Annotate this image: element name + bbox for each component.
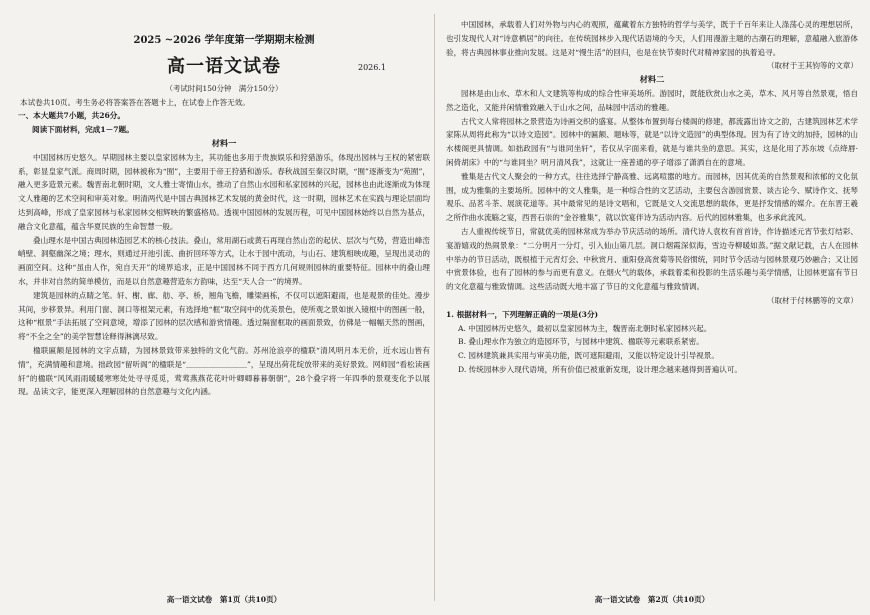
exam-date: 2026.1: [358, 62, 386, 72]
option-a: A. 中国园林历史悠久，最初以皇家园林为主，魏晋南北朝时私家园林兴起。: [458, 323, 712, 333]
paragraph: 中国园林历史悠久。早期园林主要以皇家园林为主，其功能也多用于贵族娱乐和狩猎游乐，体现出园林与王权的紧密联系，彰显皇家气派。商周时期，园林被称为“囿”，主要用于帝王狩猎和游乐。春秋战国至秦汉时期，“囿”逐渐变为“苑囿”，融入更多造景元素。魏晋南北朝时期，文人雅士寄情山水，推动了自然山水园和私家园林的兴起，园林也由此逐渐成为体现文人雅趣的艺术空间和审美对象。明清两代是中国古典园林艺术发展的黄金时代，这一时期，园林艺术在实践与理论层面均达到高峰，形成了皇家园林与私家园林交相辉映的繁盛格局。透视中国园林的发展历程，可见中国园林始终以自然为基点，融合文化意蕴，蕴含华夏民族的生命智慧一般。: [18, 152, 430, 231]
paragraph: 中国园林，承载着人们对外物与内心的观照，蕴藏着东方独特的哲学与美学，既于千百年来让人涤荡心灵的理想居所，也引发现代人对“诗意栖居”的向往。在传统园林步入现代话语境的今天，人们用漫游主题的古潮石的理解，意蕴融入旅游体验，将古典园林事业推向发展。这是对“慢生活”的回归，也是在快节奏时代对精神家园的执着追寻。: [446, 20, 858, 57]
option-d: D. 传统园林步入现代语境，所有价值已被重新发现，设计理念越来越得到普遍认可。: [458, 364, 743, 374]
paragraph: 雅集是古代文人聚会的一种方式，往往选择宁静高雅、远离喧嚣的地方。而园林，因其优美的自然景观和浓郁的文化氛围，成为雅集的主要场所。园林中的文人雅集，是一种综合性的文艺活动，主要包含游园赏景、谈古论今、赋诗作文、抚琴观乐、品茗斗茶、展演花道等。其中最常见的是诗文唱和，它既是文人交流思想的载体，更是抒发情感的媒介。在东晋王羲之所作曲水流觞之宴，西晋石崇的“金谷雅集”，就以饮宴伴诗为活动内容。后代的园林雅集，也多承此流风。: [446, 171, 858, 223]
paragraph: 古代文人常将园林之景营造为诗画交织的盛宴。从整体布置到每台楼阁的修建，都流露出诗文之韵，古建筑园林艺术学家陈从周将此称为“以诗文造园”。园林中的匾额、题咏等，就是“以诗文造园”的典型体现。因为有了诗文的加持，园林的山水楼阁更具情调。如拙政园有“与谁同坐轩”，若仅从字面来看，就是与谁共坐的意思。其实，这是化用了苏东坡《点绛唇·闲倚胡床》中的“与谁同坐？明月清风我”，这就让一座普通的亭子增添了潇洒自在的意境。: [446, 116, 858, 167]
page-2-footer: 高一语文试卷 第2页（共10页）: [594, 595, 710, 605]
section-heading: 一、本大题共7小题，共26分。: [18, 111, 125, 121]
material-2-title: 材料二: [639, 74, 665, 85]
title-row: [18, 52, 430, 82]
source-note-1: （取材于王其钧等的文章）: [766, 61, 858, 71]
column-divider: [434, 14, 435, 601]
page-2: [446, 0, 858, 615]
paragraph: 楹联匾额是园林的文字点睛，为园林景致带来独特的文化气韵。苏州沧浪亭的楹联“清风明月本无价，近水远山皆有情”，充满情趣和意境。拙政园“留听阁”的楹联是“＿＿＿＿＿＿＿＿”，呈现出荷花绽放带来的美好景致。网师园“看松读画轩”的楹联“风风雨雨暖暖寒寒处处寻寻觅觅，莺莺燕燕花花叶叶卿卿暮暮朝朝”，28个叠字将一年四季的景观变化予以展现。品读文字，能更深入理解园林的自然意趣与文化内涵。: [18, 345, 430, 397]
paragraph: 古人重视传统节日，常就优美的园林常成为举办节庆活动的场所。清代诗人袁枚有首首诗，作诗描述元宵节张灯结彩、宴游嬉戏的热闹景象：“二分明月一分灯，引入仙山第几层。洞口烟霞深似海，雪边寺柳暖如蒸。”据文献记载，古人在园林中举办的节日活动，既根植于元宵灯会、中秋赏月、重阳登高赏菊等民俗惯统，同时节令活动与园林景观巧妙融合；又让园中赏景体验，也有了园林的参与而更有意义。在烟火气的载体，承载着柔和投影的生活乐趣与美学情感，让园林更富有节日的文化意蕴与雅致情调。这些活动既大地丰富了节日的文化意蕴与雅致情调。: [446, 226, 858, 292]
paragraph: 叠山理水是中国古典园林造园艺术的核心技法。叠山，常用湖石或黄石再现自然山峦的起伏、层次与气势，营造出峰峦峭壁、洞壑幽深之境；理水，则通过开池引流、曲折回环等方式，让水于园中流动，与山石、建筑相映成趣，呈现出灵动的画面空间。这种“虽由人作，宛自天开”的境界追求，正是中国园林不同于西方几何规则园林的重要特征。园林中的叠山理水，并非对自然的简单模仿，而是以自然意趣营造东方韵味，达至“天人合一”的境界。: [18, 235, 430, 286]
exam-title: 高一语文试卷: [167, 55, 281, 77]
source-note-2: （取材于付林鹏等的文章）: [766, 295, 858, 305]
exam-header: 2025 ~2026 学年度第一学期期末检测: [133, 35, 315, 46]
option-c: C. 园林建筑兼具实用与审美功能，既可遮阳避雨，又能以特定设计引导视景。: [458, 351, 719, 361]
material-1-title: 材料一: [211, 137, 237, 148]
option-b: B. 叠山理水作为独立的造园环节，与园林中建筑、楹联等元素联系紧密。: [458, 337, 704, 347]
page-1: [18, 0, 430, 615]
top-spacer: [446, 0, 858, 18]
question-1: 1. 根据材料一，下列理解正确的一项是(3分): [446, 309, 599, 319]
reading-instruction: 阅读下面材料，完成1－7题。: [32, 125, 134, 135]
notice: 本试卷共10页。考生务必将答案答在答题卡上，在试卷上作答无效。: [20, 97, 250, 107]
paragraph: 建筑是园林的点睛之笔。轩、榭、廊、舫、亭、桥，翘角飞檐，雕梁画栋，不仅可以遮阳避雨，也是观景的佳处。漫步其间，步移景异。利用门窗、洞口等框架元素，有选择地“框”取空间中的优美景色，使所观之景如嵌入镜框中的图画一般，这种“框景”手法拓展了空间意境，增添了园林的层次感和游赏情趣。透过隔窗框取的画面景致，仿佛是一幅幅天然的图画，将“不全之全”的美学智慧诠释得淋漓尽致。: [18, 290, 430, 342]
paragraph: 园林是由山水、草木和人文建筑等构成的综合性审美场所。游园时，既能欣赏山水之美，草木、风月等自然景观，悟自然之造化，又能并闲情雅致融入于山水之间，品味园中活动的雅趣。: [446, 88, 858, 112]
page-1-footer: 高一语文试卷 第1页（共10页）: [166, 595, 282, 605]
exam-time: （考试时间150分钟 满分150分）: [165, 83, 283, 93]
